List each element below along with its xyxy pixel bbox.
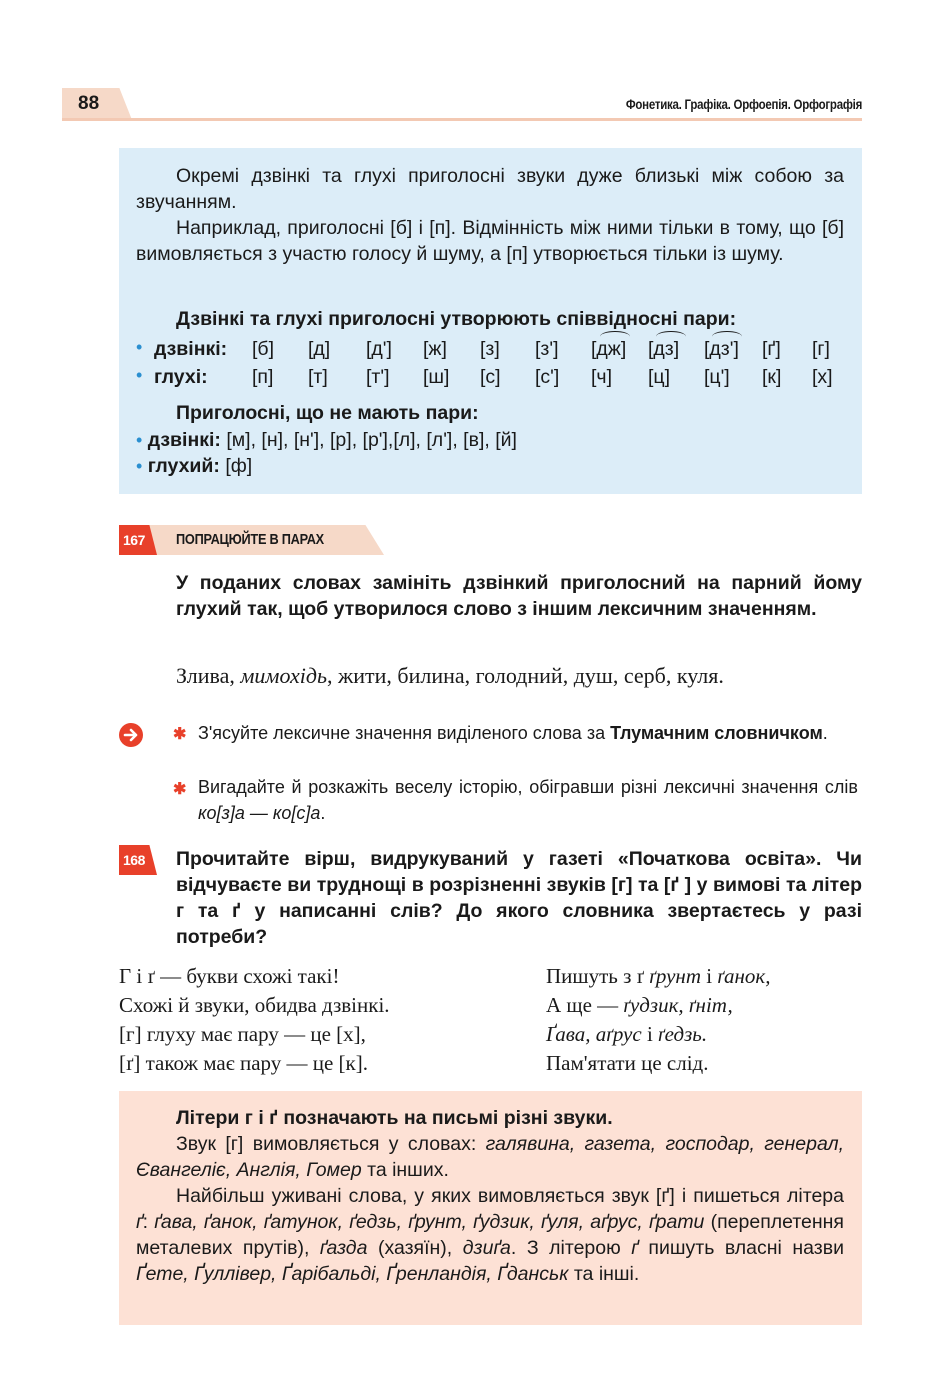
note-examples: ґава, ґанок, ґатунок, ґедзь, ґрунт, ґудзик, ґуля, аґрус, ґрати: [154, 1211, 705, 1233]
exercise-167-words: [119, 662, 862, 690]
voiceless-item: [ц]: [648, 366, 671, 388]
rule-paragraph-2: Наприклад, приголосні [б] і [п]. Відмінність між ними тільки в тому, що [б] вимовляється з участю голосу й шуму, а [п] утворюється тільки із шуму.: [136, 217, 844, 265]
voiced-item: [ж]: [423, 338, 447, 360]
poem-line: [546, 991, 862, 1020]
header-rule: [62, 118, 862, 121]
unpaired-voiceless-label: глухий:: [147, 455, 220, 477]
example-words: ко[з]а — ко[с]а: [198, 803, 321, 823]
unpaired-voiceless-list: [ф]: [225, 455, 253, 477]
poem-left-column: [119, 962, 539, 1078]
dictionary-name: Тлумачним словничком: [610, 723, 823, 743]
bullet-text: З'ясуйте лексичне значення виділеного слова за: [198, 723, 611, 743]
note-text: Найбільш уживані слова, у яких вимовляється звук [ґ] і пишеться літера: [176, 1185, 844, 1207]
voiced-item: [д']: [366, 338, 392, 360]
exercise-167-bullet-2: [198, 774, 858, 826]
bullet-icon: •: [136, 337, 143, 357]
poem-line: [546, 962, 862, 991]
note-paragraph-2: [136, 1183, 844, 1287]
voiceless-label: глухі:: [154, 366, 208, 388]
voiced-row: [136, 338, 856, 366]
unpaired-voiced-label: дзвінкі:: [147, 429, 221, 451]
poem-italic: ґудзик, ґніт,: [623, 993, 733, 1017]
note-paragraph-1: [136, 1131, 844, 1183]
exercise-number: 167: [123, 532, 145, 548]
voiced-item: [дж]: [591, 338, 627, 360]
unpaired-heading: Приголосні, що не мають пари:: [176, 402, 479, 424]
star-icon: ✱: [173, 726, 187, 743]
note-heading: Літери г і ґ позначають на письмі різні звуки.: [176, 1107, 613, 1129]
page-number: 88: [78, 93, 100, 114]
poem-text: і: [701, 964, 718, 988]
note-text: пишуть власні назви: [637, 1237, 844, 1259]
words-text: Злива,: [176, 663, 235, 688]
note-text: та інші.: [568, 1263, 640, 1285]
voiceless-item: [ч]: [591, 366, 612, 388]
unpaired-voiced-list: [м], [н], [н'], [р], [р'],[л], [л'], [в], [й]: [226, 429, 517, 451]
poem-line: [546, 1020, 862, 1049]
poem-text: Пишуть з ґ: [546, 964, 650, 988]
affricate-arc: [600, 331, 630, 342]
note-examples: ґазда: [319, 1237, 368, 1259]
bullet-icon: •: [136, 365, 143, 385]
note-examples: Ґете, Ґуллівер, Ґарібальді, Ґренландія, Ґданськ: [136, 1263, 569, 1285]
rule-paragraph-1: Окремі дзвінкі та глухі приголосні звуки дуже близькі між собою за звучанням.: [136, 165, 844, 213]
voiceless-item: [х]: [812, 366, 833, 388]
poem-italic: ґедзь.: [658, 1022, 708, 1046]
exercise-title: ПОПРАЦЮЙТЕ В ПАРАХ: [176, 531, 324, 548]
poem-line: [ґ] також має пару — це [к].: [119, 1051, 368, 1075]
affricate-arc: [712, 331, 742, 342]
note-text: Звук [г] вимовляється у словах:: [176, 1133, 486, 1155]
unpaired-voiced-line: [136, 427, 856, 453]
poem-italic: Ґава, аґрус: [546, 1022, 642, 1046]
bullet-icon: •: [136, 456, 143, 476]
arrow-right-icon: [119, 723, 143, 747]
poem-text: і: [641, 1022, 659, 1046]
poem-right-column: [546, 962, 862, 1078]
poem-italic: ґанок,: [717, 964, 771, 988]
poem-line: Пам'ятати це слід.: [546, 1051, 709, 1075]
voiced-item: [д]: [308, 338, 331, 360]
voiceless-item: [т']: [366, 366, 390, 388]
exercise-168-task: Прочитайте вірш, видрукуваний у газеті «Початкова освіта». Чи відчуваєте ви труднощі в розрізненні звуків [г] та [ґ ] у вимові та літер г та ґ у написанні слів? До якого словника звертаєтесь у разі потреби?: [176, 848, 862, 948]
note-examples: галявина, газета, господар, генерал, Євангеліє, Англія, Гомер: [136, 1133, 844, 1181]
bullet-text: .: [822, 723, 828, 743]
voiceless-item: [с]: [480, 366, 501, 388]
note-text: (хазяїн),: [367, 1237, 463, 1259]
affricate-arc: [656, 331, 686, 342]
note-text: та інших.: [361, 1159, 449, 1181]
poem-line: Г і ґ — букви схожі такі!: [119, 964, 340, 988]
note-letter: ґ: [136, 1211, 143, 1233]
bullet-text: .: [320, 803, 326, 823]
exercise-number: 168: [123, 852, 145, 868]
voiced-item: [з]: [480, 338, 500, 360]
voiceless-row: [136, 366, 856, 394]
bullet-text: Вигадайте й розкажіть веселу історію, обігравши різні лексичні значення слів: [198, 777, 858, 797]
voiced-label: дзвінкі:: [154, 338, 228, 360]
voiceless-item: [с']: [535, 366, 560, 388]
poem-text: А ще —: [546, 993, 624, 1017]
exercise-167-task: У поданих словах замініть дзвінкий приголосний на парний йому глухий так, щоб утворилося слово з іншим лексичним значенням.: [176, 572, 862, 620]
words-text: куля.: [676, 663, 724, 688]
pairs-heading: Дзвінкі та глухі приголосні утворюють співвідносні пари:: [176, 308, 737, 330]
voiceless-item: [к]: [762, 366, 782, 388]
voiced-item: [г]: [812, 338, 830, 360]
note-letter: ґ: [631, 1237, 638, 1259]
bullet-icon: •: [136, 430, 143, 450]
note-text: . З літерою: [510, 1237, 632, 1259]
poem-italic: ґрунт: [649, 964, 701, 988]
voiceless-item: [т]: [308, 366, 328, 388]
note-examples: дзиґа: [462, 1237, 511, 1259]
voiced-item: [з']: [535, 338, 559, 360]
note-text: (переплетення металевих прутів),: [136, 1211, 844, 1259]
poem-line: Схожі й звуки, обидва дзвінкі.: [119, 993, 390, 1017]
section-title: Фонетика. Графіка. Орфоепія. Орфографія: [625, 96, 862, 112]
star-icon: ✱: [173, 781, 187, 798]
voiceless-item: [ш]: [423, 366, 450, 388]
voiceless-item: [ц']: [704, 366, 730, 388]
exercise-167-bullet-1: [198, 720, 858, 746]
highlighted-word: мимохідь: [240, 663, 328, 688]
voiced-item: [дз]: [648, 338, 680, 360]
voiceless-item: [п]: [252, 366, 274, 388]
voiced-item: [б]: [252, 338, 275, 360]
unpaired-voiceless-line: [136, 453, 856, 479]
voiced-item: [ґ]: [762, 338, 781, 360]
words-text: , жити, билина, голодний, душ, серб,: [327, 663, 672, 688]
poem-line: [г] глуху має пару — це [х],: [119, 1022, 366, 1046]
voiced-item: [дз']: [704, 338, 739, 360]
note-text: :: [142, 1211, 155, 1233]
